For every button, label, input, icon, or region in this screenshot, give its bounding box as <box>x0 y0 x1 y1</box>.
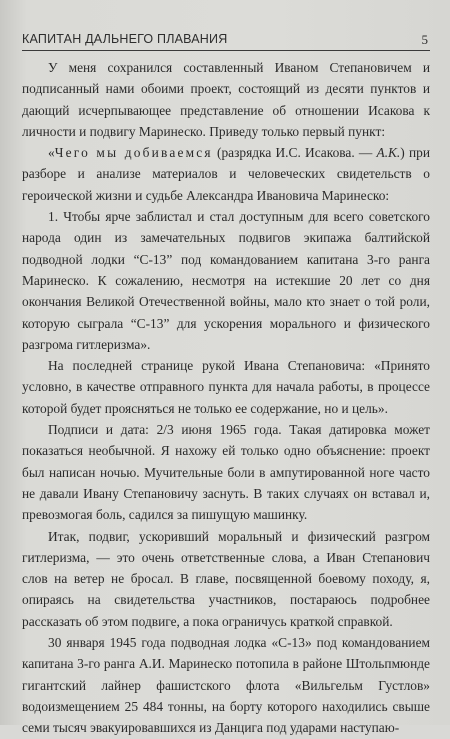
page-number: 5 <box>421 32 428 47</box>
running-title: КАПИТАН ДАЛЬНЕГО ПЛАВАНИЯ <box>22 32 228 46</box>
paragraph-1: У меня сохранился составленный Иваном Степановичем и подписанный нами обоими проект, состоящий из десяти пунктов и дающий исчерпывающее представление об отношении Исакова к личности и подвигу Маринеско. Приведу только первый пункт: <box>22 60 430 139</box>
author-initials: А.К. <box>376 145 401 161</box>
quote-open: « <box>48 145 55 161</box>
body-text <box>22 57 430 739</box>
paragraph-2 <box>22 142 430 206</box>
spaced-emphasis: Чего мы добиваемся <box>54 145 213 161</box>
paragraph-5: Подписи и дата: 2/3 июня 1965 года. Такая датировка может показаться необычной. Я нахожу ей только одно объяснение: проект был написан ночью. Мучительные боли в ампутированной ноге часто не давали Ивану Степановичу заснуть. В таких случаях он вставал и, превозмогая боль, садился за пишущую машинку. <box>22 422 430 523</box>
paragraph-4: На последней странице рукой Ивана Степановича: «Принято условно, в качестве отправного пункта для начала работы, в процессе которой будет проясняться не только ее содержание, но и цель». <box>22 358 430 416</box>
paragraph-7: 30 января 1945 года подводная лодка «С-13» под командованием капитана 3-го ранга А.И. Маринеско потопила в районе Штольпмюнде гигантский лайнер фашистского флота «Вильгельм Густлов» водоизмещением 25 484 тонны, на борту которого находились свыше семи тысяч эвакуировавшихся из Данцига под ударами наступаю- <box>22 635 430 736</box>
paragraph-3: 1. Чтобы ярче заблистал и стал доступным для всего советского народа один из замечательных подвигов экипажа балтийской подводной лодки “С-13” под командованием капитана 3-го ранга Маринеско. К сожалению, несмотря на истекшие 20 лет со дня окончания Великой Отечественной войны, мало кто знает о той роли, которую сыграла “С-13” для ускорения морального и физического разгрома гитлеризма». <box>22 209 430 352</box>
paragraph-2-end: ) при разборе и анализе материалов и человеческих свидетельств о героической жизни и судьбе Александра Ивановича Маринеско: <box>22 145 430 203</box>
running-header <box>22 30 430 51</box>
paragraph-6: Итак, подвиг, ускоривший моральный и физический разгром гитлеризма, — это очень ответственные слова, а Иван Степанович слов на ветер не бросал. В главе, посвященной боевому походу, я, опираясь на свидетельства участников, постараюсь подробнее рассказать об этом подвиге, а пока ограничусь краткой справкой. <box>22 528 430 629</box>
author-note: (разрядка И.С. Исакова. — <box>212 145 377 161</box>
